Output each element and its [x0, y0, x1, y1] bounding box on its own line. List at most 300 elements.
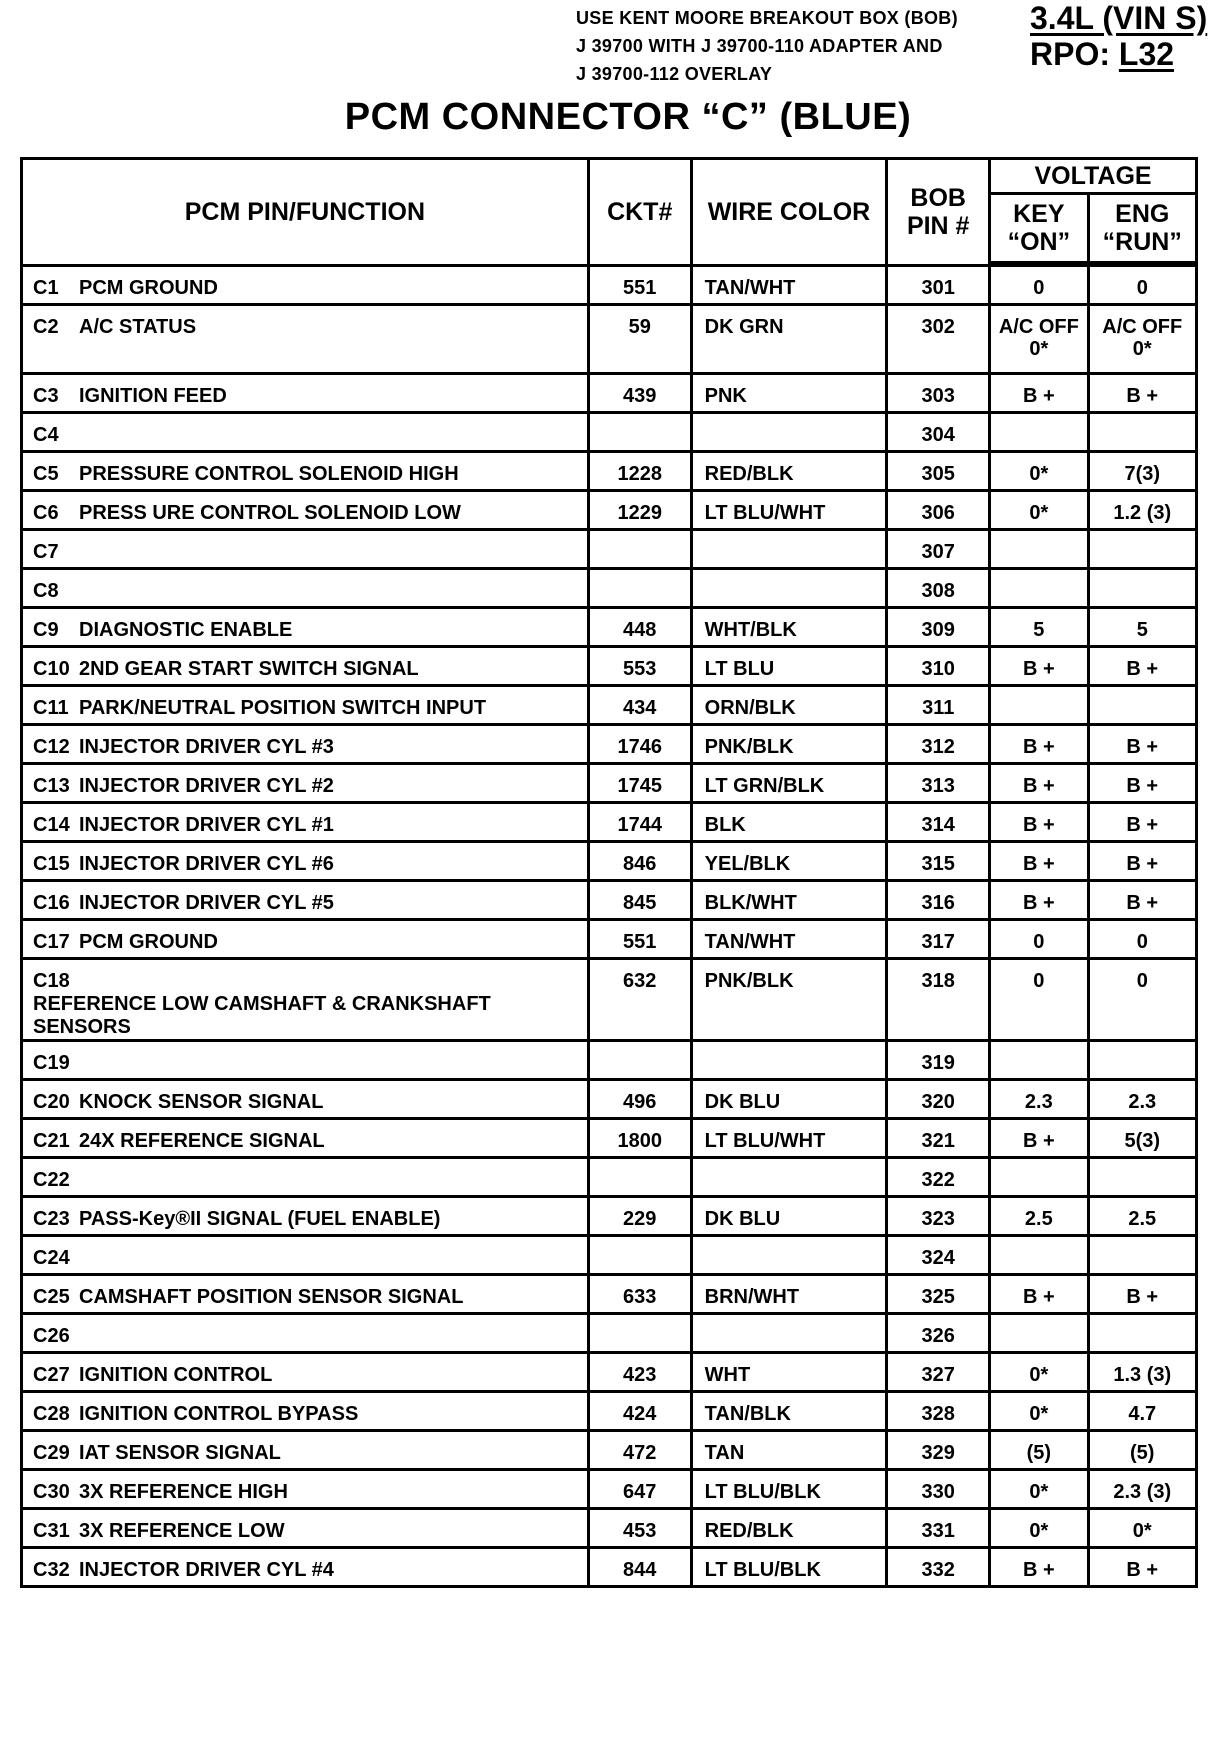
eng-run-voltage-cell: B + [1090, 648, 1199, 687]
pin-function-cell [23, 306, 590, 375]
pin-id: C20 [33, 1091, 70, 1113]
eng-run-voltage-cell: B + [1090, 843, 1199, 882]
table-row [23, 453, 1198, 492]
bob-pin-cell: 329 [888, 1432, 991, 1471]
pin-id: C3 [33, 385, 59, 407]
eng-run-voltage-cell: 2.3 (3) [1090, 1471, 1199, 1510]
engine-badge [1030, 0, 1207, 72]
bob-pin-cell: 314 [888, 804, 991, 843]
pin-function: IAT SENSOR SIGNAL [79, 1442, 281, 1464]
pin-function: 24X REFERENCE SIGNAL [79, 1130, 325, 1152]
pin-id: C9 [33, 619, 59, 641]
ckt-cell [590, 1315, 693, 1354]
key-on-voltage-cell [991, 1159, 1089, 1198]
header-row [23, 160, 1198, 195]
wire-color-cell: RED/BLK [693, 1510, 889, 1549]
bob-pin-cell: 321 [888, 1120, 991, 1159]
col-ckt: CKT# [590, 160, 693, 267]
pin-id: C2 [33, 316, 59, 338]
table-row [23, 414, 1198, 453]
pin-id: C4 [33, 424, 59, 446]
eng-run-voltage-cell: 7(3) [1090, 453, 1199, 492]
pin-function: IGNITION CONTROL BYPASS [79, 1403, 359, 1425]
pin-function-cell [23, 882, 590, 921]
bob-pin-cell: 326 [888, 1315, 991, 1354]
table-row [23, 921, 1198, 960]
eng-run-voltage-cell: 5(3) [1090, 1120, 1199, 1159]
bob-pin-cell: 307 [888, 531, 991, 570]
col-function: PCM PIN/FUNCTION [23, 160, 590, 267]
key-on-voltage-cell: B + [991, 1549, 1089, 1588]
key-on-voltage-cell: B + [991, 843, 1089, 882]
wire-color-cell: TAN/WHT [693, 921, 889, 960]
eng-run-voltage-cell: 0 [1090, 960, 1199, 1042]
bob-pin-cell: 327 [888, 1354, 991, 1393]
pin-id: C6 [33, 502, 59, 524]
wire-color-cell: LT BLU/BLK [693, 1549, 889, 1588]
key-on-voltage-cell [991, 414, 1089, 453]
bob-pin-cell: 323 [888, 1198, 991, 1237]
table-row [23, 609, 1198, 648]
pin-id: C14 [33, 814, 70, 836]
pin-id: C1 [33, 277, 59, 299]
page-title: PCM CONNECTOR “C” (BLUE) [344, 96, 912, 138]
ckt-cell: 424 [590, 1393, 693, 1432]
wire-color-cell: BRN/WHT [693, 1276, 889, 1315]
bob-pin-cell: 302 [888, 306, 991, 375]
eng-run-voltage-cell: B + [1090, 1276, 1199, 1315]
pin-function-cell [23, 687, 590, 726]
wire-color-cell: PNK/BLK [693, 726, 889, 765]
ckt-cell [590, 570, 693, 609]
table-row [23, 492, 1198, 531]
pin-function: INJECTOR DRIVER CYL #1 [79, 814, 334, 836]
ckt-cell: 647 [590, 1471, 693, 1510]
rpo-label: RPO: [1030, 36, 1110, 72]
key-on-voltage-cell: B + [991, 726, 1089, 765]
wire-color-cell [693, 531, 889, 570]
wire-color-cell: DK GRN [693, 306, 889, 375]
bob-pin-cell: 322 [888, 1159, 991, 1198]
eng-run-voltage-cell [1090, 531, 1199, 570]
pin-id: C27 [33, 1364, 70, 1386]
wire-color-cell: WHT [693, 1354, 889, 1393]
eng-run-voltage-cell: 4.7 [1090, 1393, 1199, 1432]
col-voltage: VOLTAGE [991, 160, 1198, 195]
pin-function-cell [23, 1081, 590, 1120]
pin-function-cell [23, 1549, 590, 1588]
ckt-cell: 229 [590, 1198, 693, 1237]
table-row [23, 1354, 1198, 1393]
table-row [23, 1471, 1198, 1510]
key-on-voltage-cell: B + [991, 1276, 1089, 1315]
pin-id: C17 [33, 931, 70, 953]
wire-color-cell: DK BLU [693, 1198, 889, 1237]
pin-id: C26 [33, 1325, 70, 1347]
wire-color-cell: PNK [693, 375, 889, 414]
table-row [23, 1042, 1198, 1081]
wire-color-cell [693, 1237, 889, 1276]
pin-function-cell [23, 375, 590, 414]
wire-color-cell: YEL/BLK [693, 843, 889, 882]
eng-run-voltage-cell: B + [1090, 375, 1199, 414]
ckt-cell: 551 [590, 921, 693, 960]
pin-function-cell [23, 960, 590, 1042]
ckt-cell: 453 [590, 1510, 693, 1549]
pin-id: C30 [33, 1481, 70, 1503]
col-key-on: KEY “ON” [991, 195, 1089, 267]
key-on-voltage-cell [991, 531, 1089, 570]
pin-function-cell [23, 921, 590, 960]
wire-color-cell [693, 570, 889, 609]
rpo-value: L32 [1118, 36, 1175, 72]
pin-function-cell [23, 804, 590, 843]
bob-pin-cell: 303 [888, 375, 991, 414]
pin-id: C7 [33, 541, 59, 563]
ckt-cell: 1744 [590, 804, 693, 843]
bob-pin-cell: 332 [888, 1549, 991, 1588]
pin-function: PCM GROUND [79, 931, 218, 953]
eng-run-voltage-cell: 2.5 [1090, 1198, 1199, 1237]
pin-function: IGNITION CONTROL [79, 1364, 273, 1386]
pin-function-cell [23, 726, 590, 765]
ckt-cell: 845 [590, 882, 693, 921]
breakout-box-note [576, 4, 958, 88]
pin-function-cell [23, 1198, 590, 1237]
eng-run-voltage-cell [1090, 1042, 1199, 1081]
pin-id: C32 [33, 1559, 70, 1581]
table-row [23, 843, 1198, 882]
pin-function-cell [23, 1159, 590, 1198]
table-row [23, 1315, 1198, 1354]
pin-id: C12 [33, 736, 70, 758]
ckt-cell [590, 1042, 693, 1081]
table-row [23, 531, 1198, 570]
pin-function-cell [23, 1471, 590, 1510]
key-on-voltage-cell: B + [991, 648, 1089, 687]
wire-color-cell: TAN/WHT [693, 267, 889, 306]
note-line-2: J 39700 WITH J 39700-110 ADAPTER AND [576, 36, 943, 56]
table-row [23, 375, 1198, 414]
ckt-cell: 553 [590, 648, 693, 687]
pin-function: IGNITION FEED [79, 385, 227, 407]
ckt-cell [590, 1159, 693, 1198]
key-on-voltage-cell [991, 1237, 1089, 1276]
key-on-voltage-cell: B + [991, 804, 1089, 843]
col-eng-run: ENG “RUN” [1090, 195, 1199, 267]
wire-color-cell: BLK/WHT [693, 882, 889, 921]
pin-id: C18 [33, 970, 70, 992]
ckt-cell: 844 [590, 1549, 693, 1588]
ckt-cell: 434 [590, 687, 693, 726]
key-on-voltage-cell: 5 [991, 609, 1089, 648]
table-row [23, 648, 1198, 687]
eng-run-voltage-cell: A/C OFF 0* [1090, 306, 1199, 375]
wire-color-cell [693, 1315, 889, 1354]
wire-color-cell: TAN [693, 1432, 889, 1471]
eng-run-voltage-cell [1090, 414, 1199, 453]
eng-run-voltage-cell: B + [1090, 726, 1199, 765]
bob-pin-cell: 315 [888, 843, 991, 882]
eng-run-voltage-cell: 0 [1090, 921, 1199, 960]
pin-function-cell [23, 1120, 590, 1159]
bob-pin-cell: 318 [888, 960, 991, 1042]
pin-function-cell [23, 1510, 590, 1549]
ckt-cell [590, 531, 693, 570]
pin-function-cell [23, 1237, 590, 1276]
key-on-voltage-cell: 0* [991, 492, 1089, 531]
pin-function-cell [23, 1393, 590, 1432]
key-on-voltage-cell: 0 [991, 960, 1089, 1042]
bob-pin-cell: 306 [888, 492, 991, 531]
eng-run-voltage-cell: B + [1090, 765, 1199, 804]
wire-color-cell: RED/BLK [693, 453, 889, 492]
ckt-cell [590, 1237, 693, 1276]
wire-color-cell: ORN/BLK [693, 687, 889, 726]
ckt-cell: 59 [590, 306, 693, 375]
table-row [23, 1393, 1198, 1432]
ckt-cell: 632 [590, 960, 693, 1042]
ckt-cell: 1800 [590, 1120, 693, 1159]
bob-pin-cell: 331 [888, 1510, 991, 1549]
pin-function: CAMSHAFT POSITION SENSOR SIGNAL [79, 1286, 464, 1308]
pin-id: C31 [33, 1520, 70, 1542]
col-bob-pin: BOB PIN # [888, 160, 991, 267]
table-row [23, 267, 1198, 306]
bob-pin-cell: 309 [888, 609, 991, 648]
pin-id: C10 [33, 658, 70, 680]
pin-function-cell [23, 1354, 590, 1393]
wire-color-cell: BLK [693, 804, 889, 843]
eng-run-voltage-cell: B + [1090, 804, 1199, 843]
wire-color-cell: PNK/BLK [693, 960, 889, 1042]
wire-color-cell: LT BLU/BLK [693, 1471, 889, 1510]
ckt-cell: 1229 [590, 492, 693, 531]
key-on-voltage-cell: 0* [991, 1510, 1089, 1549]
table-row [23, 306, 1198, 375]
key-on-voltage-cell: (5) [991, 1432, 1089, 1471]
key-on-voltage-cell [991, 687, 1089, 726]
pin-id: C5 [33, 463, 59, 485]
bob-pin-cell: 310 [888, 648, 991, 687]
table-row [23, 1237, 1198, 1276]
pin-function-cell [23, 531, 590, 570]
eng-run-voltage-cell [1090, 570, 1199, 609]
table-row [23, 1510, 1198, 1549]
pin-function: INJECTOR DRIVER CYL #5 [79, 892, 334, 914]
key-on-voltage-cell: 0* [991, 1393, 1089, 1432]
key-on-voltage-cell: B + [991, 1120, 1089, 1159]
pin-function: REFERENCE LOW CAMSHAFT & CRANKSHAFT SENSORS [33, 993, 491, 1038]
eng-run-voltage-cell: B + [1090, 1549, 1199, 1588]
pin-function: DIAGNOSTIC ENABLE [79, 619, 293, 641]
table-row [23, 1159, 1198, 1198]
bob-pin-cell: 305 [888, 453, 991, 492]
pin-function: PRESS URE CONTROL SOLENOID LOW [79, 502, 461, 524]
pin-function: PARK/NEUTRAL POSITION SWITCH INPUT [79, 697, 487, 719]
pin-function: PRESSURE CONTROL SOLENOID HIGH [79, 463, 459, 485]
col-wire-color: WIRE COLOR [693, 160, 889, 267]
pin-id: C21 [33, 1130, 70, 1152]
wire-color-cell [693, 414, 889, 453]
key-on-voltage-cell: 0 [991, 267, 1089, 306]
key-on-voltage-cell [991, 1042, 1089, 1081]
pin-id: C13 [33, 775, 70, 797]
pin-id: C19 [33, 1052, 70, 1074]
bob-pin-cell: 320 [888, 1081, 991, 1120]
pin-function-cell [23, 1315, 590, 1354]
note-line-3: J 39700-112 OVERLAY [576, 64, 773, 84]
eng-run-voltage-cell: B + [1090, 882, 1199, 921]
ckt-cell: 846 [590, 843, 693, 882]
table-row [23, 804, 1198, 843]
key-on-voltage-cell: 2.3 [991, 1081, 1089, 1120]
pin-id: C11 [33, 697, 69, 719]
key-on-voltage-cell [991, 570, 1089, 609]
pin-function-cell [23, 765, 590, 804]
key-on-voltage-cell: 2.5 [991, 1198, 1089, 1237]
eng-run-voltage-cell [1090, 1237, 1199, 1276]
wire-color-cell: DK BLU [693, 1081, 889, 1120]
pin-function-cell [23, 648, 590, 687]
pin-function: INJECTOR DRIVER CYL #2 [79, 775, 334, 797]
eng-run-voltage-cell: (5) [1090, 1432, 1199, 1471]
pin-function-cell [23, 570, 590, 609]
table-row [23, 1120, 1198, 1159]
pin-id: C24 [33, 1247, 70, 1269]
wire-color-cell: WHT/BLK [693, 609, 889, 648]
bob-pin-cell: 330 [888, 1471, 991, 1510]
eng-run-voltage-cell: 2.3 [1090, 1081, 1199, 1120]
bob-pin-cell: 317 [888, 921, 991, 960]
key-on-voltage-cell: A/C OFF 0* [991, 306, 1089, 375]
ckt-cell [590, 414, 693, 453]
table-row [23, 882, 1198, 921]
wire-color-cell: TAN/BLK [693, 1393, 889, 1432]
pin-function: PCM GROUND [79, 277, 218, 299]
eng-run-voltage-cell [1090, 1315, 1199, 1354]
key-on-voltage-cell: B + [991, 882, 1089, 921]
bob-pin-cell: 301 [888, 267, 991, 306]
pin-function-cell [23, 1432, 590, 1471]
pin-function-cell [23, 414, 590, 453]
eng-run-voltage-cell [1090, 687, 1199, 726]
pin-function: 2ND GEAR START SWITCH SIGNAL [79, 658, 419, 680]
bob-pin-cell: 312 [888, 726, 991, 765]
pin-id: C28 [33, 1403, 70, 1425]
eng-run-voltage-cell: 0* [1090, 1510, 1199, 1549]
ckt-cell: 1746 [590, 726, 693, 765]
ckt-cell: 1228 [590, 453, 693, 492]
ckt-cell: 496 [590, 1081, 693, 1120]
pin-id: C22 [33, 1169, 70, 1191]
wire-color-cell [693, 1042, 889, 1081]
table-row [23, 960, 1198, 1042]
table-body [23, 267, 1198, 1588]
pin-id: C8 [33, 580, 59, 602]
pin-function: 3X REFERENCE HIGH [79, 1481, 288, 1503]
pin-function-cell [23, 492, 590, 531]
eng-run-voltage-cell [1090, 1159, 1199, 1198]
pin-function-cell [23, 267, 590, 306]
bob-pin-cell: 311 [888, 687, 991, 726]
wire-color-cell [693, 1159, 889, 1198]
pin-table [20, 157, 1198, 1588]
note-line-1: USE KENT MOORE BREAKOUT BOX (BOB) [576, 8, 958, 28]
ckt-cell: 439 [590, 375, 693, 414]
wire-color-cell: LT BLU/WHT [693, 1120, 889, 1159]
bob-pin-cell: 308 [888, 570, 991, 609]
table-row [23, 1432, 1198, 1471]
pin-id: C23 [33, 1208, 70, 1230]
table-row [23, 726, 1198, 765]
pin-id: C29 [33, 1442, 70, 1464]
pin-id: C16 [33, 892, 70, 914]
table-row [23, 570, 1198, 609]
wire-color-cell: LT GRN/BLK [693, 765, 889, 804]
ckt-cell: 423 [590, 1354, 693, 1393]
pin-function: KNOCK SENSOR SIGNAL [79, 1091, 324, 1113]
table-row [23, 765, 1198, 804]
ckt-cell: 551 [590, 267, 693, 306]
ckt-cell: 1745 [590, 765, 693, 804]
wire-color-cell: LT BLU/WHT [693, 492, 889, 531]
pin-function: PASS-Key®II SIGNAL (FUEL ENABLE) [79, 1208, 441, 1230]
eng-run-voltage-cell: 5 [1090, 609, 1199, 648]
key-on-voltage-cell: 0 [991, 921, 1089, 960]
pin-function: 3X REFERENCE LOW [79, 1520, 285, 1542]
ckt-cell: 472 [590, 1432, 693, 1471]
table-row [23, 687, 1198, 726]
table-row [23, 1549, 1198, 1588]
bob-pin-cell: 319 [888, 1042, 991, 1081]
key-on-voltage-cell: B + [991, 765, 1089, 804]
ckt-cell: 633 [590, 1276, 693, 1315]
bob-pin-cell: 304 [888, 414, 991, 453]
bob-pin-cell: 328 [888, 1393, 991, 1432]
pin-function: INJECTOR DRIVER CYL #6 [79, 853, 334, 875]
bob-pin-cell: 313 [888, 765, 991, 804]
pin-function: INJECTOR DRIVER CYL #3 [79, 736, 334, 758]
eng-run-voltage-cell: 1.3 (3) [1090, 1354, 1199, 1393]
bob-pin-cell: 316 [888, 882, 991, 921]
eng-run-voltage-cell: 1.2 (3) [1090, 492, 1199, 531]
table-row [23, 1198, 1198, 1237]
pin-function-cell [23, 843, 590, 882]
pin-function-cell [23, 609, 590, 648]
key-on-voltage-cell [991, 1315, 1089, 1354]
eng-run-voltage-cell: 0 [1090, 267, 1199, 306]
pin-function-cell [23, 1276, 590, 1315]
bob-pin-cell: 325 [888, 1276, 991, 1315]
pin-id: C15 [33, 853, 70, 875]
key-on-voltage-cell: B + [991, 375, 1089, 414]
pin-function-cell [23, 1042, 590, 1081]
key-on-voltage-cell: 0* [991, 1354, 1089, 1393]
pin-id: C25 [33, 1286, 70, 1308]
ckt-cell: 448 [590, 609, 693, 648]
table-row [23, 1081, 1198, 1120]
key-on-voltage-cell: 0* [991, 453, 1089, 492]
bob-pin-cell: 324 [888, 1237, 991, 1276]
table-row [23, 1276, 1198, 1315]
wire-color-cell: LT BLU [693, 648, 889, 687]
key-on-voltage-cell: 0* [991, 1471, 1089, 1510]
engine-spec: 3.4L (VIN S) [1030, 0, 1208, 36]
pin-function-cell [23, 453, 590, 492]
pin-function: A/C STATUS [79, 316, 197, 338]
pin-function: INJECTOR DRIVER CYL #4 [79, 1559, 334, 1581]
